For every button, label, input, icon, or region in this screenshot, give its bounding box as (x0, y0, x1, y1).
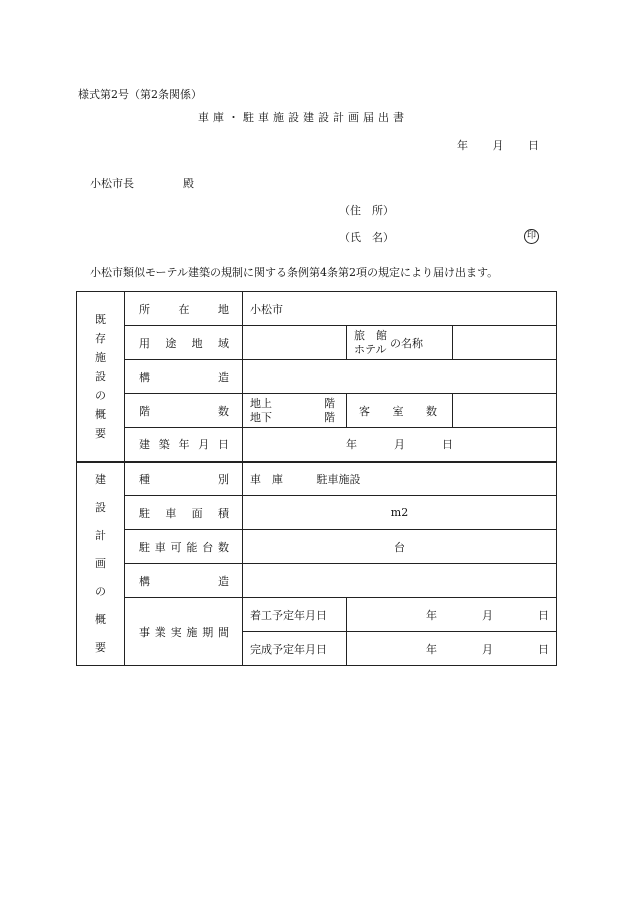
area-label-cell (125, 496, 243, 530)
built-day: 日 (442, 438, 453, 452)
end-date-field[interactable] (347, 632, 557, 666)
type-field[interactable] (243, 462, 557, 496)
floor-unit: 階 (324, 410, 335, 424)
plan-structure-label: 構 造 (139, 574, 229, 588)
capacity-label-cell (125, 530, 243, 564)
built-date-field[interactable] (243, 428, 557, 462)
rooms-field[interactable] (453, 394, 557, 428)
inn-name-field[interactable] (453, 326, 557, 360)
built-label-cell (125, 428, 243, 462)
date-month: 月 (492, 139, 504, 152)
existing-structure-field[interactable] (243, 360, 557, 394)
area-unit: m2 (390, 506, 409, 519)
start-year: 年 (426, 608, 437, 622)
existing-structure-label: 構 造 (139, 370, 229, 384)
area-label: 駐 車 面 積 (139, 506, 229, 520)
date-day: 日 (528, 139, 539, 152)
address-label: （住 所） (339, 204, 394, 217)
structure-label-cell (125, 360, 243, 394)
end-year: 年 (426, 642, 437, 656)
honorific: 殿 (183, 177, 194, 190)
inn-label: 旅 館 (354, 328, 387, 342)
start-day: 日 (538, 608, 549, 622)
page-title: 車庫・駐車施設建設計画届出書 (198, 111, 408, 124)
plan-heading: 建 設 計 画 の 概 要 (77, 462, 125, 666)
addressee: 小松市長 (90, 177, 134, 190)
floor-unit: 階 (324, 396, 335, 410)
rooms-label-cell (347, 394, 453, 428)
period-label-cell (125, 598, 243, 666)
type-parking: 駐車施設 (316, 472, 361, 486)
hotel-label: ホテル (354, 342, 387, 356)
area-field[interactable] (243, 496, 557, 530)
type-label: 種 別 (139, 472, 229, 486)
type-label-cell (125, 462, 243, 496)
zone-label: 用 途 地 域 (139, 336, 229, 350)
location-label-cell (125, 292, 243, 326)
plan-structure-field[interactable] (243, 564, 557, 598)
zone-field[interactable] (243, 326, 347, 360)
end-day: 日 (538, 642, 549, 656)
floors-label-cell (125, 394, 243, 428)
statement: 小松市類似モーテル建築の規制に関する条例第4条第2項の規定により届け出ます。 (90, 266, 499, 279)
above-ground: 地上 (250, 396, 272, 410)
end-month: 月 (482, 642, 493, 656)
period-label: 事 業 実 施 期 間 (139, 625, 229, 639)
zone-label-cell (125, 326, 243, 360)
built-month: 月 (394, 438, 405, 452)
floors-label: 階 数 (139, 404, 229, 418)
location-value: 小松市 (250, 302, 283, 316)
below-ground: 地下 (250, 410, 272, 424)
inn-name-label (347, 326, 453, 360)
header-date (457, 137, 539, 153)
form-number: 様式第2号（第2条関係） (78, 88, 202, 101)
date-year: 年 (457, 139, 468, 152)
plan-structure-label-cell (125, 564, 243, 598)
location-label: 所 在 地 (139, 302, 229, 316)
capacity-label: 駐 車 可 能 台 数 (139, 540, 229, 554)
capacity-unit: 台 (394, 540, 405, 554)
seal-icon: 印 (524, 229, 539, 244)
start-date-field[interactable] (347, 598, 557, 632)
type-garage: 車 庫 (250, 472, 283, 486)
floors-field[interactable] (243, 394, 347, 428)
start-month: 月 (482, 608, 493, 622)
capacity-field[interactable] (243, 530, 557, 564)
start-label: 着工予定年月日 (243, 598, 347, 632)
end-label: 完成予定年月日 (243, 632, 347, 666)
built-label: 建 築 年 月 日 (139, 438, 229, 452)
name-label: （氏 名） (339, 231, 394, 244)
built-year: 年 (346, 438, 357, 452)
location-field[interactable] (243, 292, 557, 326)
rooms-label: 客 室 数 (359, 404, 437, 418)
name-suffix: の名称 (390, 336, 423, 350)
existing-heading: 既 存 施 設 の 概 要 (77, 292, 125, 462)
notification-form (76, 291, 557, 666)
